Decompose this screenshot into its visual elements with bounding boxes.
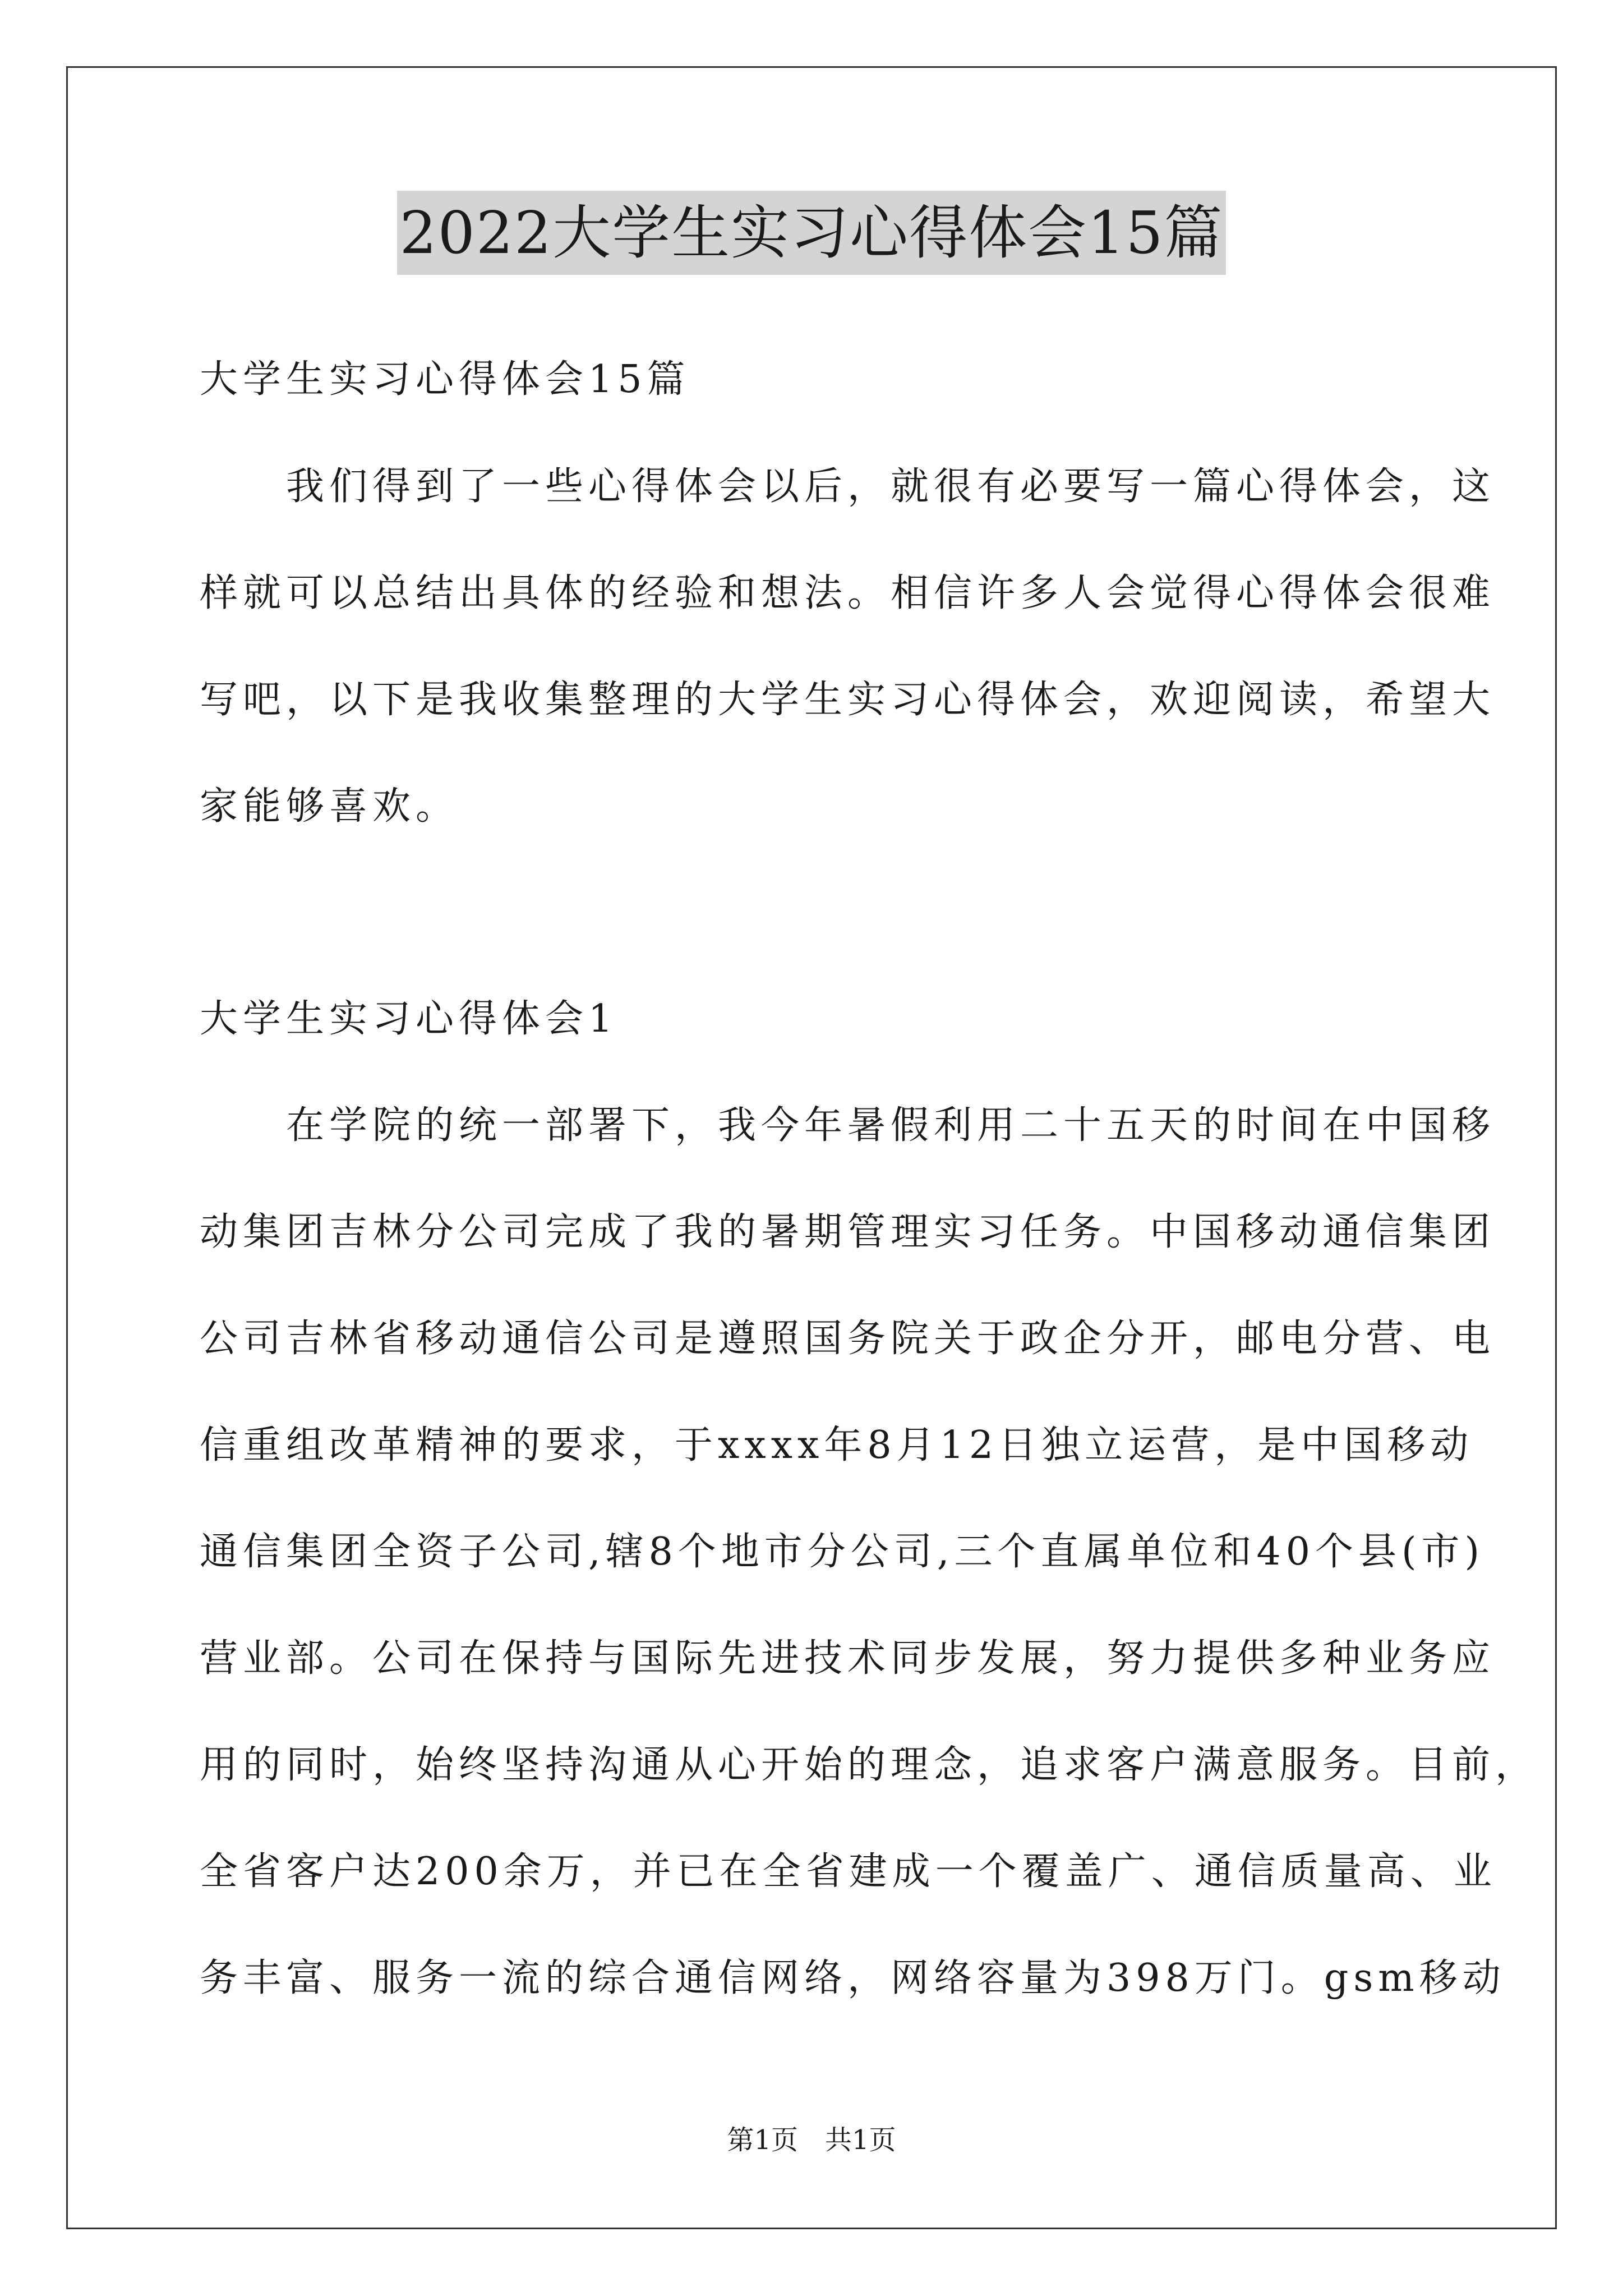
paragraph-line: 务丰富、服务一流的综合通信网络，网络容量为398万门。gsm移动 <box>200 1956 1506 2000</box>
paragraph-line: 写吧，以下是我收集整理的大学生实习心得体会，欢迎阅读，希望大 <box>200 678 1496 722</box>
paragraph-line: 在学院的统一部署下，我今年暑假利用二十五天的时间在中国移 <box>200 1103 1496 1148</box>
paragraph-line: 营业部。公司在保持与国际先进技术同步发展，努力提供多种业务应 <box>200 1636 1496 1681</box>
paragraph-line: 信重组改革精神的要求，于xxxx年8月12日独立运营，是中国移动 <box>200 1423 1474 1467</box>
paragraph-line: 我们得到了一些心得体会以后，就很有必要写一篇心得体会，这 <box>200 464 1496 509</box>
section-heading-text: 大学生实习心得体会1 <box>200 997 618 1041</box>
paragraph-line: 用的同时，始终坚持沟通从心开始的理念，追求客户满意服务。目前， <box>200 1743 1539 1787</box>
paragraph-line: 通信集团全资子公司,辖8个地市分公司,三个直属单位和40个县(市) <box>200 1530 1485 1574</box>
subtitle-text: 大学生实习心得体会15篇 <box>200 357 690 402</box>
section-paragraph <box>200 1073 1539 2032</box>
section-heading <box>200 966 1433 1073</box>
paragraph-line: 公司吉林省移动通信公司是遵照国务院关于政企分开，邮电分营、电 <box>200 1317 1496 1361</box>
intro-paragraph <box>200 434 1496 860</box>
paragraph-line: 样就可以总结出具体的经验和想法。相信许多人会觉得心得体会很难 <box>200 571 1496 615</box>
document-title: 2022大学生实习心得体会15篇 <box>397 191 1225 275</box>
paragraph-line: 全省客户达200余万，并已在全省建成一个覆盖广、通信质量高、业 <box>200 1849 1497 1894</box>
document-subtitle <box>200 326 1433 433</box>
title-container <box>0 191 1623 275</box>
page-number: 第1页 共1页 <box>727 2124 896 2156</box>
paragraph-line: 家能够喜欢。 <box>200 784 459 829</box>
page-footer <box>0 2120 1623 2160</box>
paragraph-line: 动集团吉林分公司完成了我的暑期管理实习任务。中国移动通信集团 <box>200 1210 1496 1254</box>
